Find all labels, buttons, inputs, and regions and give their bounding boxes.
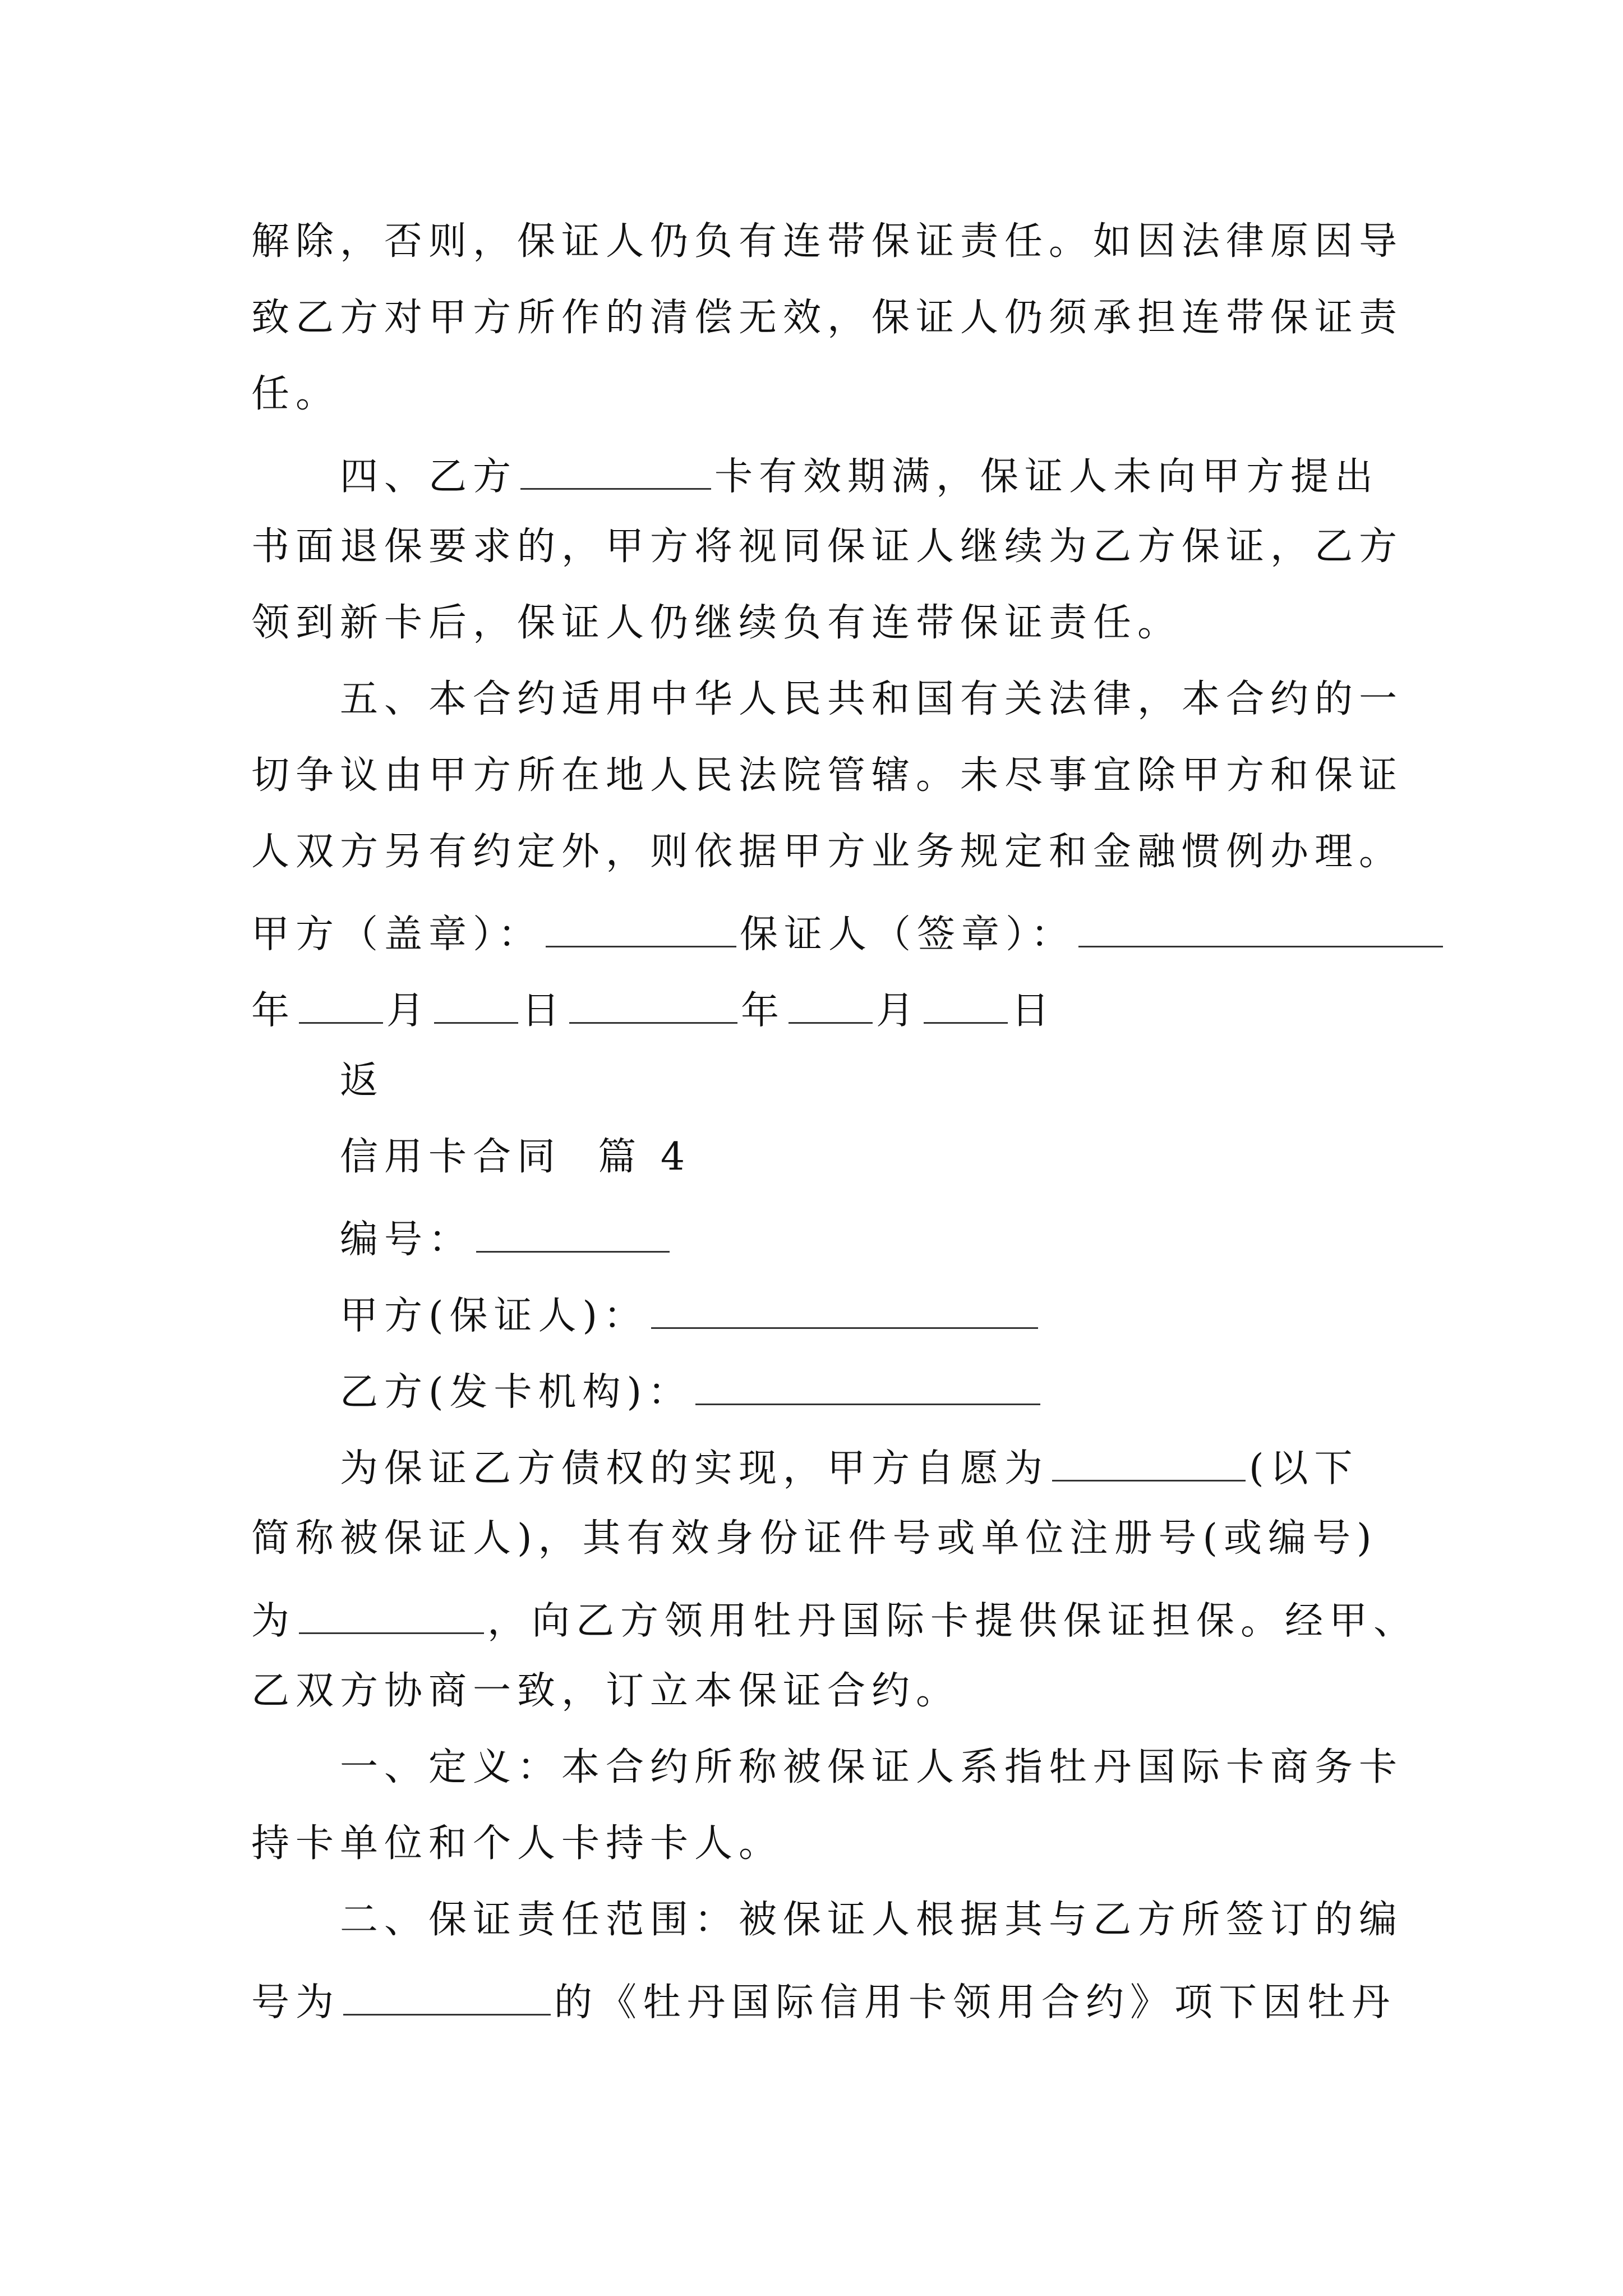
year-label: 年 [741,988,786,1033]
clause-two-line: 二、保证责任范围：被保证人根据其与乙方所签订的编 [340,1898,1404,1942]
paragraph-line: 任。 [251,372,340,416]
party-a-seal-label: 甲方（盖章）： [251,912,543,957]
party-a-seal-blank [546,909,736,947]
party-b-label: 乙方(发卡机构)： [340,1370,693,1415]
clause-one-line: 一、定义：本合约所称被保证人系指牡丹国际卡商务卡 [340,1745,1404,1789]
day-blank [434,986,518,1024]
month-blank [299,986,383,1024]
year-blank [569,986,737,1024]
preamble-prefix: 为保证乙方债权的实现，甲方自愿为 [340,1446,1049,1491]
clause-five-line: 人双方另有约定外，则依据甲方业务规定和金融惯例办理。 [251,830,1404,874]
preamble-suffix: (以下 [1249,1446,1359,1491]
day-blank [924,986,1008,1024]
number-label: 编号： [340,1217,473,1262]
preamble-line: 简称被保证人)，其有效身份证件号或单位注册号(或编号) [251,1516,1378,1561]
party-a-label: 甲方(保证人)： [340,1294,648,1338]
party-b-blank [695,1367,1040,1405]
date-line [251,986,1056,1033]
month-label: 月 [876,988,921,1033]
day-label: 日 [1011,988,1056,1033]
clause-one-line: 持卡单位和个人卡持卡人。 [251,1821,783,1866]
paragraph-line: 解除，否则，保证人仍负有连带保证责任。如因法律原因导 [251,219,1404,264]
number-field [340,1214,673,1262]
guarantor-sign-label: 保证人（签章）： [740,912,1076,957]
clause-two-suffix: 的《牡丹国际信用卡领用合约》项下因牡丹 [554,1980,1396,2025]
day-label: 日 [522,988,566,1033]
clause-five-line: 五、本合约适用中华人民共和国有关法律，本合约的一 [340,677,1404,721]
year-label: 年 [251,988,296,1033]
clause-four-suffix: 卡有效期满，保证人未向甲方提出 [714,454,1380,499]
preamble-line [340,1443,1359,1491]
signature-line [251,909,1446,957]
month-label: 月 [386,988,431,1033]
preamble-line3-prefix: 为 [251,1599,296,1644]
party-b-field [340,1367,1044,1415]
clause-five-line: 切争议由甲方所在地人民法院管辖。未尽事宜除甲方和保证 [251,753,1404,798]
contract-number-blank [343,1977,551,2016]
paragraph-line: 致乙方对甲方所作的清偿无效，保证人仍须承担连带保证责 [251,296,1404,340]
clause-two-prefix: 号为 [251,1980,340,2025]
clause-four-prefix: 四、乙方 [340,454,518,499]
section-title: 信用卡合同 篇 4 [340,1135,691,1179]
preamble-line3-suffix: ，向乙方领用牡丹国际卡提供保证担保。经甲、 [487,1599,1418,1644]
clause-four-line: 书面退保要求的，甲方将视同保证人继续为乙方保证，乙方 [251,524,1404,569]
clause-four-line [340,452,1380,499]
month-blank [789,986,873,1024]
id-number-blank [299,1596,484,1634]
party-a-field [340,1291,1041,1336]
guaranteed-party-blank [1052,1443,1246,1481]
number-blank [476,1214,670,1253]
clause-four-line: 领到新卡后，保证人仍继续负有连带保证责任。 [251,601,1182,645]
clause-two-line [251,1977,1396,2025]
preamble-line: 乙双方协商一致，订立本保证合约。 [251,1669,961,1713]
back-link[interactable]: 返 [340,1059,385,1103]
preamble-line [251,1596,1418,1644]
card-name-blank [520,452,711,490]
guarantor-sign-blank [1078,909,1443,947]
party-a-blank [651,1291,1038,1329]
